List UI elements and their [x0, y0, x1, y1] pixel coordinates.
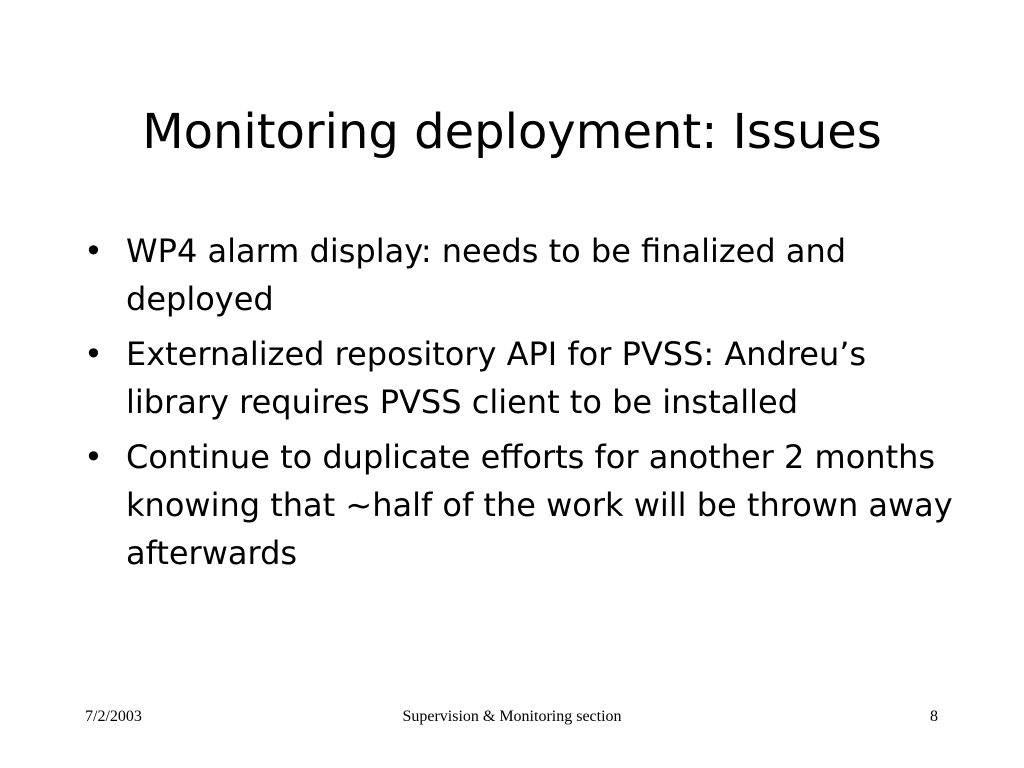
- bullet-list: [84, 227, 964, 584]
- footer-date: 7/2/2003: [85, 708, 142, 725]
- bullet-text-repository-api: Externalized repository API for PVSS: Andreu’s library requires PVSS client to be installed: [126, 335, 867, 421]
- bullet-point-icon: •: [84, 438, 103, 476]
- bullet-item-duplicate-efforts: [84, 433, 964, 577]
- slide-page-number: 8: [930, 708, 938, 725]
- slide-title: Monitoring deployment: Issues: [142, 104, 882, 160]
- bullet-point-icon: •: [84, 335, 103, 373]
- bullet-point-icon: •: [84, 232, 103, 270]
- footer-section-title: Supervision & Monitoring section: [402, 708, 622, 725]
- bullet-text-alarm-display: WP4 alarm display: needs to be finalized and deployed: [126, 232, 847, 318]
- bullet-text-duplicate-efforts: Continue to duplicate efforts for another 2 months knowing that ~half of the work will be thrown away afterwards: [126, 438, 953, 572]
- bullet-item-alarm-display: [84, 227, 964, 323]
- bullet-item-repository-api: [84, 330, 964, 426]
